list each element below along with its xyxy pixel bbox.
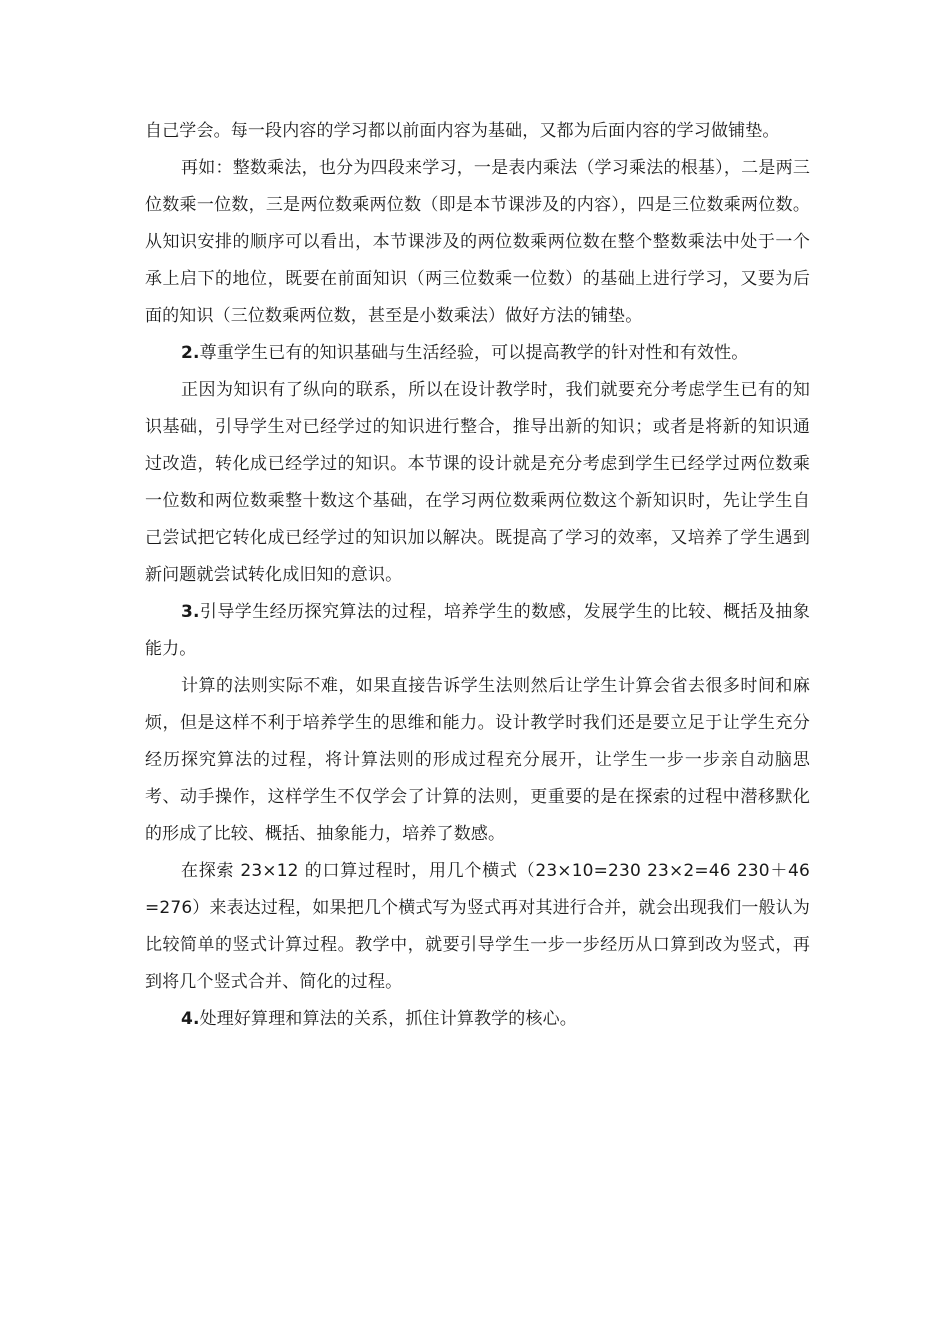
- paragraph-oral-calculation-example: 在探索 23×12 的口算过程时，用几个横式（23×10=230 23×2=46 230＋46=276）来表达过程，如果把几个横式写为竖式再对其进行合并，就会出现我们一般认为比较简单的竖式计算过程。教学中，就要引导学生一步一步经历从口算到改为竖式，再到将几个竖式合并、简化的过程。: [145, 861, 810, 992]
- paragraph-continuation: 自己学会。每一段内容的学习都以前面内容为基础，又都为后面内容的学习做铺垫。: [145, 121, 780, 141]
- section-heading-2: [145, 335, 810, 372]
- section-heading-text: 处理好算理和算法的关系，抓住计算教学的核心。: [199, 1009, 577, 1029]
- section-number: 4.: [181, 1009, 200, 1029]
- paragraph-knowledge-foundation: 正因为知识有了纵向的联系，所以在设计教学时，我们就要充分考虑学生已有的知识基础，引导学生对已经学过的知识进行整合，推导出新的知识；或者是将新的知识通过改造，转化成已经学过的知识。本节课的设计就是充分考虑到学生已经学过两位数乘一位数和两位数乘整十数这个基础，在学习两位数乘两位数这个新知识时，先让学生自己尝试把它转化成已经学过的知识加以解决。既提高了学习的效率，又培养了学生遇到新问题就尝试转化成旧知的意识。: [145, 380, 810, 585]
- section-number: 3.: [181, 602, 200, 622]
- document-body: [145, 113, 810, 1038]
- section-heading-3: [145, 594, 810, 668]
- paragraph-calculation-rules: 计算的法则实际不难，如果直接告诉学生法则然后让学生计算会省去很多时间和麻烦，但是这样不利于培养学生的思维和能力。设计教学时我们还是要立足于让学生充分经历探究算法的过程，将计算法则的形成过程充分展开，让学生一步一步亲自动脑思考、动手操作，这样学生不仅学会了计算的法则，更重要的是在探索的过程中潜移默化的形成了比较、概括、抽象能力，培养了数感。: [145, 676, 810, 844]
- section-heading-text: 引导学生经历探究算法的过程，培养学生的数感，发展学生的比较、概括及抽象能力。: [145, 602, 810, 659]
- section-number: 2.: [181, 343, 200, 363]
- section-heading-text: 尊重学生已有的知识基础与生活经验，可以提高教学的针对性和有效性。: [199, 343, 749, 363]
- paragraph-integer-multiplication: 再如：整数乘法，也分为四段来学习，一是表内乘法（学习乘法的根基），二是两三位数乘一位数，三是两位数乘两位数（即是本节课涉及的内容），四是三位数乘两位数。从知识安排的顺序可以看出，本节课涉及的两位数乘两位数在整个整数乘法中处于一个承上启下的地位，既要在前面知识（两三位数乘一位数）的基础上进行学习，又要为后面的知识（三位数乘两位数，甚至是小数乘法）做好方法的铺垫。: [145, 158, 810, 326]
- section-heading-4: [145, 1001, 810, 1038]
